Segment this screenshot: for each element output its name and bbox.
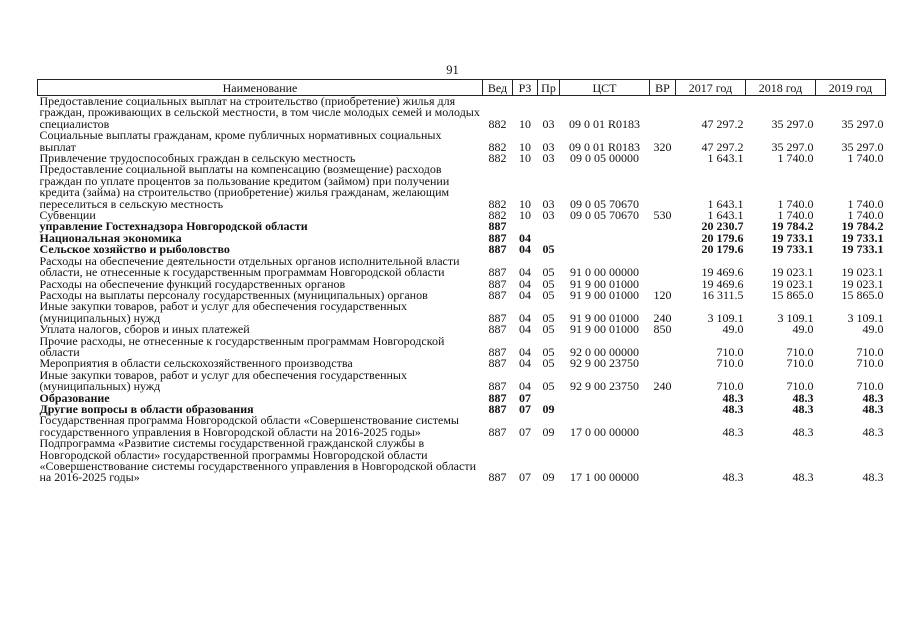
cell-rz: 10 bbox=[519, 196, 531, 211]
cell-2018: 19 733.1 bbox=[771, 230, 814, 245]
cell-rz: 04 bbox=[519, 322, 531, 337]
table-row bbox=[38, 336, 886, 359]
cell-cst: 17 1 00 00000 bbox=[570, 470, 639, 485]
cell-2017: 1 643.1 bbox=[707, 208, 744, 223]
cell-vr bbox=[650, 336, 676, 359]
cell-2017: 48.3 bbox=[722, 424, 744, 439]
cell-rz: 07 bbox=[519, 401, 531, 416]
header-vr: ВР bbox=[650, 80, 676, 96]
cell-cst: 09 0 05 70670 bbox=[570, 196, 639, 211]
cell-pr: 05 bbox=[542, 265, 555, 280]
header-pr: Пр bbox=[538, 80, 560, 96]
cell-rz: 10 bbox=[519, 139, 531, 154]
cell-pr: 09 bbox=[542, 424, 555, 439]
cell-name: управление Гостехнадзора Новгородской области bbox=[39, 219, 308, 234]
table-row bbox=[38, 370, 886, 393]
cell-2018: 3 109.1 bbox=[777, 310, 814, 325]
cell-2019: 35 297.0 bbox=[841, 116, 884, 131]
cell-2018: 35 297.0 bbox=[771, 116, 814, 131]
cell-vr: 120 bbox=[653, 287, 672, 302]
budget-table bbox=[37, 79, 886, 484]
cell-2019: 1 740.0 bbox=[847, 196, 884, 211]
cell-2017: 710.0 bbox=[716, 379, 744, 394]
cell-name: Расходы на обеспечение функций государственных органов bbox=[39, 276, 346, 291]
cell-cst bbox=[560, 404, 650, 415]
cell-name: Предоставление социальных выплат на строительство (приобретение) жилья для граждан, проживающих в сельской местности, в том числе молодых семей и молодых специалистов bbox=[39, 94, 480, 131]
cell-cst: 91 9 00 01000 bbox=[570, 322, 639, 337]
cell-vr bbox=[650, 358, 676, 369]
cell-2017: 1 643.1 bbox=[707, 196, 744, 211]
cell-vr: 850 bbox=[653, 322, 672, 337]
cell-vr: 240 bbox=[653, 379, 672, 394]
cell-name: Социальные выплаты гражданам, кроме публичных нормативных социальных выплат bbox=[39, 128, 442, 154]
table-row bbox=[38, 415, 886, 438]
cell-2018: 48.3 bbox=[792, 390, 814, 405]
cell-rz: 07 bbox=[519, 390, 531, 405]
cell-pr: 03 bbox=[542, 139, 555, 154]
cell-rz: 07 bbox=[519, 470, 531, 485]
cell-rz: 04 bbox=[519, 276, 531, 291]
table-body bbox=[38, 96, 886, 484]
header-ved: Вед bbox=[483, 80, 513, 96]
cell-2018: 19 023.1 bbox=[771, 276, 814, 291]
cell-vr bbox=[650, 393, 676, 404]
cell-cst: 09 0 05 00000 bbox=[570, 151, 639, 166]
cell-rz: 04 bbox=[519, 379, 531, 394]
cell-2018: 710.0 bbox=[786, 356, 814, 371]
cell-2017: 47 297.2 bbox=[701, 116, 744, 131]
cell-pr: 03 bbox=[542, 196, 555, 211]
cell-ved: 882 bbox=[488, 139, 507, 154]
cell-ved: 887 bbox=[488, 401, 507, 416]
cell-vr: 320 bbox=[653, 139, 672, 154]
cell-2019: 48.3 bbox=[862, 390, 884, 405]
cell-2017: 48.3 bbox=[722, 470, 744, 485]
header-2019: 2019 год bbox=[816, 80, 886, 96]
cell-ved: 887 bbox=[488, 424, 507, 439]
cell-pr: 03 bbox=[542, 151, 555, 166]
cell-2018: 710.0 bbox=[786, 379, 814, 394]
cell-name: Субвенции bbox=[39, 208, 96, 223]
cell-2019: 49.0 bbox=[862, 322, 884, 337]
cell-cst bbox=[560, 233, 650, 244]
cell-pr: 05 bbox=[542, 310, 555, 325]
cell-cst: 91 0 00 00000 bbox=[570, 265, 639, 280]
cell-2019: 48.3 bbox=[862, 424, 884, 439]
table-row bbox=[38, 438, 886, 484]
table-row bbox=[38, 164, 886, 210]
cell-2019: 1 740.0 bbox=[847, 151, 884, 166]
cell-name: Другие вопросы в области образования bbox=[39, 401, 254, 416]
table-row bbox=[38, 96, 886, 131]
cell-rz: 04 bbox=[519, 242, 531, 257]
cell-rz: 10 bbox=[519, 116, 531, 131]
cell-name: Иные закупки товаров, работ и услуг для обеспечения государственных (муниципальных) нужд bbox=[39, 367, 407, 394]
cell-ved: 887 bbox=[488, 310, 507, 325]
cell-pr: 05 bbox=[542, 322, 555, 337]
cell-vr bbox=[650, 153, 676, 164]
cell-ved: 887 bbox=[488, 276, 507, 291]
cell-cst: 91 9 00 01000 bbox=[570, 276, 639, 291]
cell-name: Иные закупки товаров, работ и услуг для обеспечения государственных (муниципальных) нужд bbox=[39, 299, 407, 325]
cell-ved: 887 bbox=[488, 242, 507, 257]
cell-2018: 710.0 bbox=[786, 344, 814, 359]
cell-2017: 20 179.6 bbox=[701, 242, 744, 257]
cell-pr: 05 bbox=[542, 287, 555, 302]
cell-2018: 49.0 bbox=[792, 322, 814, 337]
cell-2019: 15 865.0 bbox=[841, 287, 884, 302]
cell-vr bbox=[650, 244, 676, 255]
cell-2019: 19 733.1 bbox=[841, 242, 884, 257]
cell-rz: 04 bbox=[519, 265, 531, 280]
cell-pr: 09 bbox=[542, 470, 555, 485]
header-cst: ЦСТ bbox=[560, 80, 650, 96]
cell-name: Уплата налогов, сборов и иных платежей bbox=[39, 322, 250, 337]
cell-2019: 3 109.1 bbox=[847, 310, 884, 325]
cell-2018: 19 733.1 bbox=[771, 242, 814, 257]
header-2017: 2017 год bbox=[676, 80, 746, 96]
cell-ved: 887 bbox=[488, 356, 507, 371]
header-2018: 2018 год bbox=[746, 80, 816, 96]
header-name: Наименование bbox=[38, 80, 483, 96]
cell-ved: 887 bbox=[488, 265, 507, 280]
cell-vr: 530 bbox=[653, 208, 672, 223]
cell-cst: 09 0 01 R0183 bbox=[568, 139, 640, 154]
cell-2018: 19 023.1 bbox=[771, 265, 814, 280]
cell-2017: 47 297.2 bbox=[701, 139, 744, 154]
cell-name: Расходы на выплаты персоналу государственных (муниципальных) органов bbox=[39, 287, 428, 302]
cell-ved: 887 bbox=[488, 322, 507, 337]
cell-2019: 710.0 bbox=[856, 344, 884, 359]
cell-rz: 04 bbox=[519, 287, 531, 302]
cell-cst: 09 0 05 70670 bbox=[570, 208, 639, 223]
cell-2019: 19 784.2 bbox=[841, 219, 884, 234]
cell-2017: 19 469.6 bbox=[701, 265, 744, 280]
cell-name: Привлечение трудоспособных граждан в сельскую местность bbox=[39, 151, 356, 166]
cell-rz: 04 bbox=[519, 230, 531, 245]
cell-ved: 887 bbox=[488, 379, 507, 394]
cell-cst: 09 0 01 R0183 bbox=[568, 116, 640, 131]
cell-2017: 3 109.1 bbox=[707, 310, 744, 325]
cell-2017: 1 643.1 bbox=[707, 151, 744, 166]
cell-ved: 887 bbox=[488, 287, 507, 302]
cell-cst: 92 9 00 23750 bbox=[570, 356, 639, 371]
cell-vr bbox=[650, 221, 676, 232]
cell-2018: 1 740.0 bbox=[777, 151, 814, 166]
cell-ved: 887 bbox=[488, 230, 507, 245]
cell-name: Государственная программа Новгородской области «Совершенствование системы государственного управления в Новгородской области на 2016-2025 годы» bbox=[39, 413, 459, 439]
cell-vr: 240 bbox=[653, 310, 672, 325]
cell-rz: 07 bbox=[519, 424, 531, 439]
cell-ved: 887 bbox=[488, 390, 507, 405]
cell-2018: 48.3 bbox=[792, 470, 814, 485]
cell-2017: 48.3 bbox=[722, 390, 744, 405]
cell-cst: 92 0 00 00000 bbox=[570, 344, 639, 359]
cell-2019: 19 023.1 bbox=[841, 265, 884, 280]
cell-2018: 48.3 bbox=[792, 401, 814, 416]
cell-pr: 09 bbox=[542, 401, 555, 416]
table-row bbox=[38, 256, 886, 279]
cell-2017: 49.0 bbox=[722, 322, 744, 337]
cell-2019: 48.3 bbox=[862, 401, 884, 416]
cell-cst bbox=[560, 244, 650, 255]
cell-cst: 17 0 00 00000 bbox=[570, 424, 639, 439]
cell-2018: 35 297.0 bbox=[771, 139, 814, 154]
cell-cst: 91 9 00 01000 bbox=[570, 287, 639, 302]
cell-2018: 1 740.0 bbox=[777, 208, 814, 223]
cell-pr: 05 bbox=[542, 356, 555, 371]
cell-rz: 10 bbox=[519, 151, 531, 166]
cell-vr bbox=[650, 256, 676, 279]
cell-2018: 15 865.0 bbox=[771, 287, 814, 302]
cell-2018: 19 784.2 bbox=[771, 219, 814, 234]
cell-cst bbox=[560, 393, 650, 404]
cell-vr bbox=[650, 164, 676, 210]
cell-2017: 20 230.7 bbox=[701, 219, 744, 234]
cell-ved: 887 bbox=[488, 470, 507, 485]
cell-name: Мероприятия в области сельскохозяйственного производства bbox=[39, 356, 353, 371]
table-row bbox=[38, 130, 886, 153]
cell-2017: 710.0 bbox=[716, 344, 744, 359]
cell-pr: 05 bbox=[542, 344, 555, 359]
page-number: 91 bbox=[446, 63, 459, 77]
cell-vr bbox=[650, 438, 676, 484]
cell-2017: 20 179.6 bbox=[701, 230, 744, 245]
cell-name: Образование bbox=[39, 390, 110, 405]
cell-ved: 882 bbox=[488, 116, 507, 131]
cell-pr: 05 bbox=[542, 276, 555, 291]
cell-pr: 05 bbox=[542, 242, 555, 257]
cell-ved: 887 bbox=[488, 219, 507, 234]
cell-2019: 19 023.1 bbox=[841, 276, 884, 291]
cell-pr: 03 bbox=[542, 208, 555, 223]
cell-2018: 48.3 bbox=[792, 424, 814, 439]
cell-name: Сельское хозяйство и рыболовство bbox=[39, 242, 230, 257]
cell-2019: 710.0 bbox=[856, 356, 884, 371]
cell-2017: 19 469.6 bbox=[701, 276, 744, 291]
cell-rz: 04 bbox=[519, 344, 531, 359]
table-row bbox=[38, 301, 886, 324]
cell-2019: 48.3 bbox=[862, 470, 884, 485]
cell-rz: 04 bbox=[519, 356, 531, 371]
cell-2019: 1 740.0 bbox=[847, 208, 884, 223]
cell-2019: 35 297.0 bbox=[841, 139, 884, 154]
cell-cst: 91 9 00 01000 bbox=[570, 310, 639, 325]
cell-name: Предоставление социальной выплаты на компенсацию (возмещение) расходов граждан по уплате процентов за пользование кредитом (займом) при получении кредита (займа) на строительство (приобретение) жилья гражданам, желающим переселиться в сельскую местность bbox=[39, 162, 450, 211]
cell-vr bbox=[650, 415, 676, 438]
cell-rz: 04 bbox=[519, 310, 531, 325]
cell-2017: 16 311.5 bbox=[701, 287, 744, 302]
cell-2017: 48.3 bbox=[722, 401, 744, 416]
cell-2018: 1 740.0 bbox=[777, 196, 814, 211]
cell-vr bbox=[650, 96, 676, 131]
cell-pr: 03 bbox=[542, 116, 555, 131]
cell-pr bbox=[538, 221, 560, 232]
cell-name: Прочие расходы, не отнесенные к государственным программам Новгородской области bbox=[39, 333, 445, 359]
cell-ved: 882 bbox=[488, 196, 507, 211]
cell-vr bbox=[650, 404, 676, 415]
cell-name: Подпрограмма «Развитие системы государственной гражданской службы в Новгородской области» государственной программы Новгородской области «Совершенствование системы государственного управления в Новгородской области на 2016-2025 годы» bbox=[39, 436, 476, 485]
cell-ved: 882 bbox=[488, 151, 507, 166]
cell-name: Национальная экономика bbox=[39, 230, 182, 245]
cell-2017: 710.0 bbox=[716, 356, 744, 371]
cell-2019: 19 733.1 bbox=[841, 230, 884, 245]
cell-ved: 887 bbox=[488, 344, 507, 359]
cell-vr bbox=[650, 233, 676, 244]
cell-name: Расходы на обеспечение деятельности отдельных органов исполнительной власти области, не отнесенные к государственным программам Новгородской области bbox=[39, 253, 460, 280]
cell-rz: 10 bbox=[519, 208, 531, 223]
header-rz: РЗ bbox=[513, 80, 538, 96]
cell-ved: 882 bbox=[488, 208, 507, 223]
cell-cst: 92 9 00 23750 bbox=[570, 379, 639, 394]
cell-pr: 05 bbox=[542, 379, 555, 394]
cell-2019: 710.0 bbox=[856, 379, 884, 394]
cell-cst bbox=[560, 221, 650, 232]
